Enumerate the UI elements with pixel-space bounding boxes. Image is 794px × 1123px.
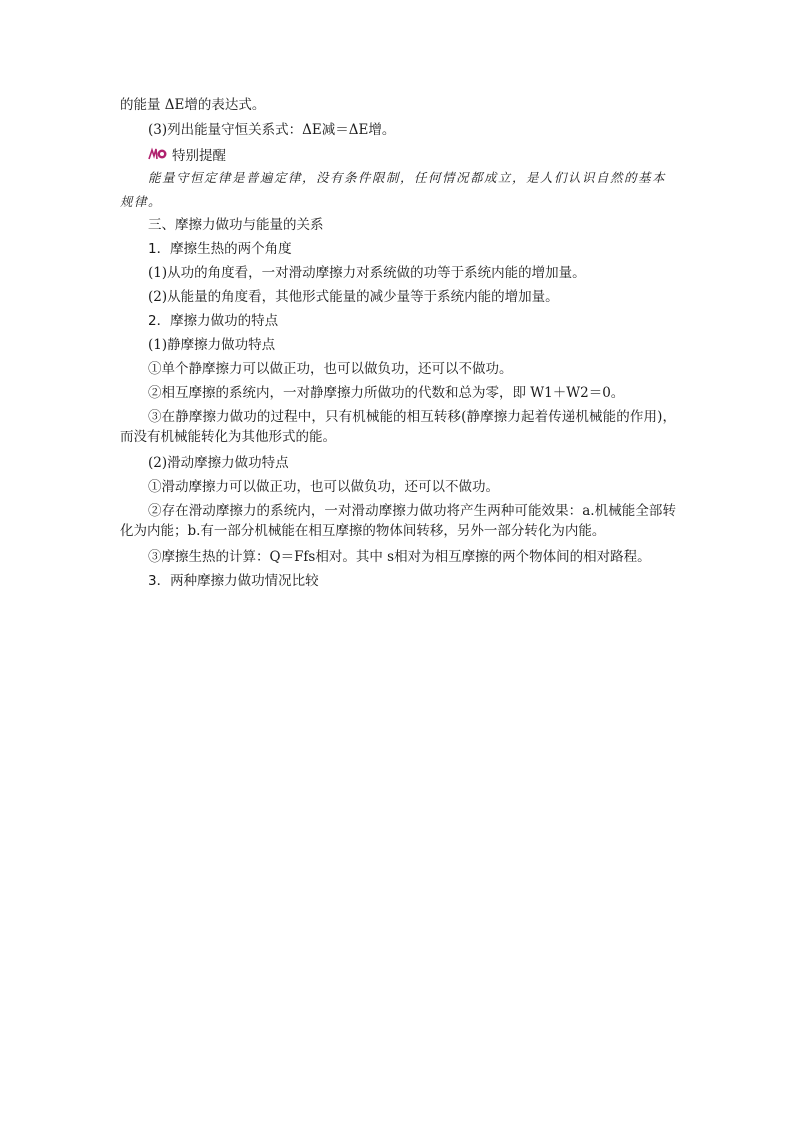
paragraph-work-angle: (1)从功的角度看，一对滑动摩擦力对系统做的功等于系统内能的增加量。 [148,265,586,281]
section-heading-friction-energy: 三、摩擦力做功与能量的关系 [148,217,324,233]
paragraph-sliding-single: ①滑动摩擦力可以做正功，也可以做负功，还可以不做功。 [148,479,499,495]
paragraph-static-energy-transfer: ③在静摩擦力做功的过程中，只有机械能的相互转移(静摩擦力起着传递机械能的作用)，而没有机械能转化为其他形式的能。 [120,409,676,445]
subheading-comparison: 3．两种摩擦力做功情况比较 [148,573,319,589]
special-reminder-title: 特别提醒 [172,148,226,164]
bell-note-icon [148,147,168,161]
paragraph-sliding-friction-title: (2)滑动摩擦力做功特点 [148,455,289,471]
subheading-friction-work-features: 2．摩擦力做功的特点 [148,313,279,329]
paragraph-sliding-system-effects: ②存在滑动摩擦力的系统内，一对滑动摩擦力做功将产生两种可能效果：a.机械能全部转化为内能；b.有一部分机械能在相互摩擦的物体间转移，另外一部分转化为内能。 [120,503,676,539]
special-reminder-header [148,145,226,163]
text-line-conservation-equation: (3)列出能量守恒关系式：ΔE减＝ΔE增。 [148,122,396,138]
special-reminder-text: 能量守恒定律是普遍定律，没有条件限制，任何情况都成立，是人们认识自然的基本规律。 [120,170,667,209]
paragraph-static-single: ①单个静摩擦力可以做正功，也可以做负功，还可以不做功。 [148,361,513,377]
subheading-two-angles: 1．摩擦生热的两个角度 [148,241,292,257]
paragraph-static-friction-title: (1)静摩擦力做功特点 [148,337,276,353]
paragraph-energy-angle: (2)从能量的角度看，其他形式能量的减少量等于系统内能的增加量。 [148,289,559,305]
paragraph-static-pair: ②相互摩擦的系统内，一对静摩擦力所做功的代数和总为零，即 W1＋W2＝0。 [148,385,625,401]
text-line-energy-increase: 的能量 ΔE增的表达式。 [120,97,266,113]
paragraph-friction-heat-formula: ③摩擦生热的计算：Q＝Ffs相对。其中 s相对为相互摩擦的两个物体间的相对路程。 [148,549,651,565]
